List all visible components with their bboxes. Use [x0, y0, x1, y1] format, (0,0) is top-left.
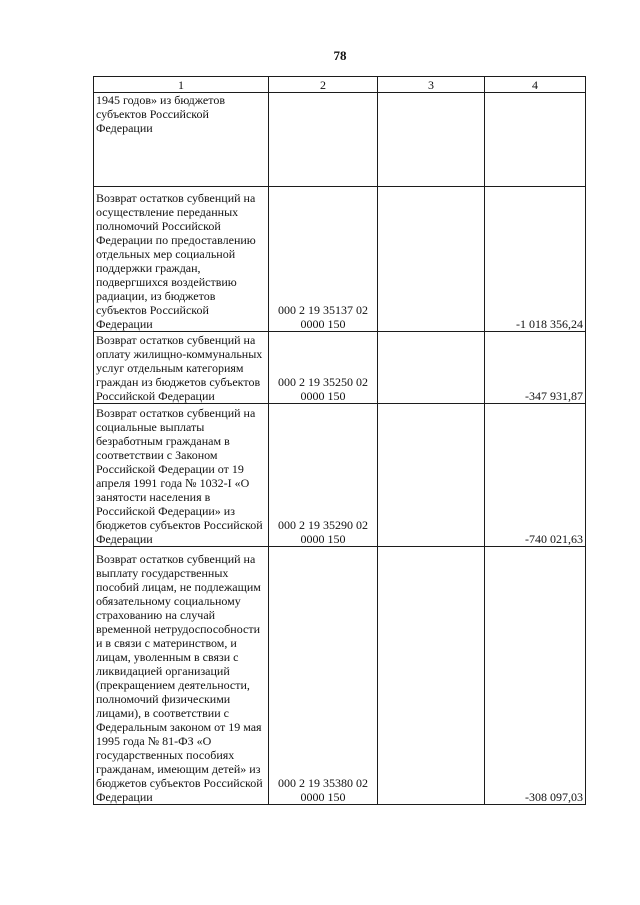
- column-header-4: 4: [485, 77, 586, 93]
- row-col3: [378, 547, 485, 805]
- row-amount: -1 018 356,24: [485, 187, 586, 332]
- row-code: 000 2 19 35250 02 0000 150: [269, 332, 378, 404]
- column-header-2: 2: [269, 77, 378, 93]
- row-code: 000 2 19 35380 02 0000 150: [269, 547, 378, 805]
- row-name: Возврат остатков субвенций на выплату государственных пособий лицам, не подлежащим обязательному социальному страхованию на случай временной нетрудоспособности и в связи с материнством, и лицам, уволенным в связи с ликвидацией организаций (прекращением деятельности, полномочий физическими лицами), в соответствии с Федеральным законом от 19 мая 1995 года № 81-ФЗ «О государственных пособиях гражданам, имеющим детей» из бюджетов субъектов Российской Федерации: [94, 547, 269, 805]
- row-name: Возврат остатков субвенций на осуществление переданных полномочий Российской Федерации по предоставлению отдельных мер социальной поддержки граждан, подвергшихся воздействию радиации, из бюджетов субъектов Российской Федерации: [94, 187, 269, 332]
- row-code: [269, 93, 378, 187]
- table-row: [94, 187, 586, 332]
- column-header-1: 1: [94, 77, 269, 93]
- row-amount: -308 097,03: [485, 547, 586, 805]
- row-amount: [485, 93, 586, 187]
- row-col3: [378, 404, 485, 547]
- row-col3: [378, 187, 485, 332]
- row-col3: [378, 332, 485, 404]
- column-header-3: 3: [378, 77, 485, 93]
- table-row: [94, 332, 586, 404]
- row-name: 1945 годов» из бюджетов субъектов Российской Федерации: [94, 93, 269, 187]
- budget-table: [93, 76, 586, 805]
- table-row: [94, 547, 586, 805]
- row-amount: -347 931,87: [485, 332, 586, 404]
- row-name: Возврат остатков субвенций на социальные выплаты безработным гражданам в соответствии с Законом Российской Федерации от 19 апреля 1991 года № 1032-I «О занятости населения в Российской Федерации» из бюджетов субъектов Российской Федерации: [94, 404, 269, 547]
- table-header-row: [94, 77, 586, 93]
- row-col3: [378, 93, 485, 187]
- row-name: Возврат остатков субвенций на оплату жилищно-коммунальных услуг отдельным категориям граждан из бюджетов субъектов Российской Федерации: [94, 332, 269, 404]
- page-number: 78: [333, 48, 347, 63]
- row-code: 000 2 19 35137 02 0000 150: [269, 187, 378, 332]
- table-row: [94, 404, 586, 547]
- table-row: [94, 93, 586, 187]
- row-code: 000 2 19 35290 02 0000 150: [269, 404, 378, 547]
- row-amount: -740 021,63: [485, 404, 586, 547]
